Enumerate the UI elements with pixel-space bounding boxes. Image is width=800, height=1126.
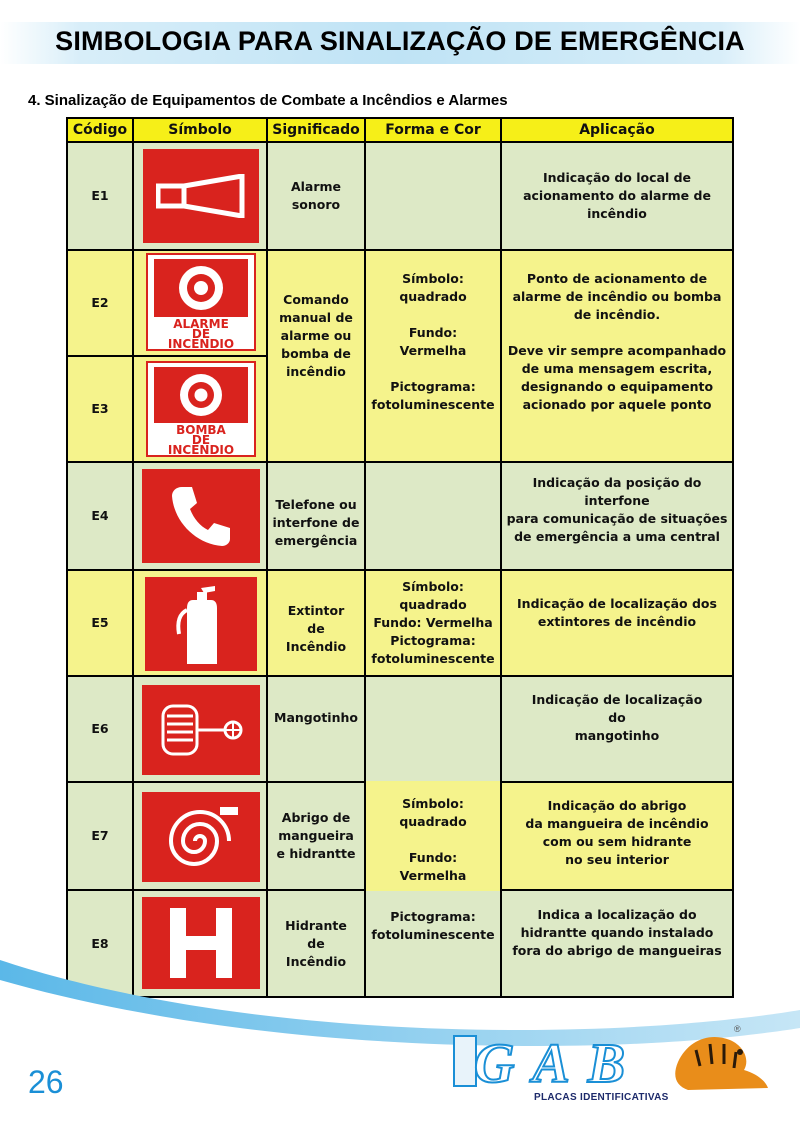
grid-line [68, 141, 732, 143]
grid-line [266, 119, 268, 996]
application-line: designando o equipamento [520, 379, 714, 394]
code-cell-e7: E7 [68, 783, 132, 889]
registered-mark: ® [734, 1024, 741, 1034]
section-heading: 4. Sinalização de Equipamentos de Combate a Incêndios e Alarmes [28, 92, 508, 109]
form-line: Símbolo: [402, 271, 464, 286]
meaning-line: Comando [283, 292, 349, 307]
meaning-line: bomba de [281, 346, 351, 361]
form-line: Pictograma: [390, 633, 476, 648]
hose-reel-icon [142, 685, 260, 775]
form-cell-e4 [366, 463, 500, 569]
application-line: Indicação do local de [542, 170, 692, 185]
telephone-icon [142, 469, 260, 563]
application-line: para comunicação de situações [506, 511, 728, 526]
meaning-line: e hidrantte [276, 846, 356, 861]
grid-line [68, 569, 732, 571]
application-line: com ou sem hidrante [542, 834, 692, 849]
form-line: Fundo: [408, 850, 458, 865]
application-cell-e1 [502, 143, 732, 249]
application-line: de emergência a uma central [514, 529, 720, 544]
form-line: quadrado [399, 597, 467, 612]
form-line: Vermelha [399, 868, 467, 883]
application-line: hidrantte quando instalado [520, 924, 714, 940]
application-line: de incêndio. [573, 307, 661, 322]
meaning-line: Incêndio [285, 639, 347, 654]
meaning-line: interfone de [272, 515, 360, 530]
application-line: fora do abrigo de mangueiras [512, 942, 722, 958]
grid-line [502, 889, 732, 891]
application-line: Deve vir sempre acompanhado [507, 343, 727, 358]
application-line: Indicação de localização [531, 692, 703, 707]
meaning-line: Telefone ou [275, 497, 357, 512]
pump-button-icon [146, 361, 256, 457]
signage-table [66, 117, 734, 998]
form-line: fotoluminescente [371, 651, 495, 666]
meaning-line: alarme ou [280, 328, 352, 343]
grid-line [68, 355, 266, 357]
meaning-cell-e7 [268, 783, 364, 889]
application-line: de uma mensagem escrita, [521, 361, 713, 376]
page-title: SIMBOLOGIA PARA SINALIZAÇÃO DE EMERGÊNCIA [55, 26, 745, 56]
meaning-cell-e4 [268, 463, 364, 569]
extinguisher-icon [145, 577, 257, 671]
application-line: alarme de incêndio ou bomba [512, 289, 722, 304]
meaning-line: emergência [274, 533, 358, 548]
meaning-line: Extintor [287, 603, 345, 618]
form-line: Fundo: [408, 325, 458, 340]
form-line: quadrado [399, 289, 467, 304]
meaning-line: sonoro [291, 197, 341, 212]
application-line: mangotinho [574, 728, 660, 743]
page-number: 26 [28, 1064, 64, 1100]
meaning-line: Alarme [290, 179, 342, 194]
code-cell-e6: E6 [68, 677, 132, 781]
grid-line [68, 889, 366, 891]
application-cell-e7 [502, 783, 732, 889]
application-cell-e5 [502, 571, 732, 675]
form-cell-e2-e3 [366, 251, 500, 461]
code-cell-e4: E4 [68, 463, 132, 569]
meaning-line: Abrigo de [281, 810, 351, 825]
application-cell-e6 [502, 677, 732, 781]
grid-line [132, 119, 134, 996]
application-line: acionado por aquele ponto [522, 397, 712, 412]
form-line: Símbolo: [402, 579, 464, 594]
meaning-line: manual de [279, 310, 353, 325]
header-significado: Significado [268, 119, 364, 141]
header-codigo: Código [68, 119, 132, 141]
application-cell-e2-e3 [502, 251, 732, 461]
header-simbolo: Símbolo [134, 119, 266, 141]
application-line: do [608, 710, 626, 725]
form-line: Pictograma: [390, 908, 476, 924]
application-line: Indicação de localização dos [517, 596, 717, 611]
meaning-cell-e2-e3 [268, 251, 364, 461]
application-cell-e4 [502, 463, 732, 569]
code-cell-e2: E2 [68, 251, 132, 355]
application-line: no seu interior [565, 852, 669, 867]
header-aplicacao: Aplicação [502, 119, 732, 141]
meaning-cell-e1 [268, 143, 364, 249]
grid-line [68, 249, 732, 251]
meaning-line: de [307, 935, 325, 951]
application-line: da mangueira de incêndio [525, 816, 709, 831]
form-cell-e7 [366, 783, 500, 889]
form-line: fotoluminescente [371, 397, 495, 412]
grid-line [500, 119, 502, 996]
application-line: extintores de incêndio [537, 614, 697, 629]
form-line: quadrado [399, 814, 467, 829]
meaning-line: Mangotinho [274, 710, 358, 725]
application-line: Indicação da posição do interfone [532, 475, 702, 508]
horn-icon [143, 149, 259, 243]
alarm-caption-3: INCÊNDIO [167, 337, 235, 351]
grid-line [364, 119, 366, 996]
form-line: Fundo: Vermelha [373, 615, 493, 630]
header-forma-cor: Forma e Cor [366, 119, 500, 141]
form-cell-e1 [366, 143, 500, 249]
application-line: acionamento do alarme de [523, 188, 711, 203]
alarm-caption-1: ALARME [173, 317, 229, 331]
gab-logo [448, 1022, 778, 1112]
application-line: incêndio [587, 206, 647, 221]
form-line: Vermelha [399, 343, 467, 358]
grid-line [502, 781, 732, 783]
meaning-line: Hidrante [285, 917, 347, 933]
grid-line [68, 781, 366, 783]
alarm-caption-2: DE [191, 327, 211, 341]
meaning-cell-e5 [268, 571, 364, 675]
code-cell-e3: E3 [68, 357, 132, 461]
application-line: Indicação do abrigo [547, 798, 687, 813]
code-cell-e8: E8 [68, 891, 132, 996]
form-cell-e6 [366, 677, 500, 781]
meaning-line: Incêndio [285, 953, 347, 969]
code-cell-e5: E5 [68, 571, 132, 675]
logo-word: GAB [474, 1033, 644, 1095]
grid-line [68, 461, 732, 463]
meaning-line: incêndio [286, 364, 346, 379]
pump-caption-3: INCÊNDIO [167, 443, 235, 457]
form-cell-e5 [366, 571, 500, 675]
form-line: fotoluminescente [371, 926, 495, 942]
pump-caption-2: DE [191, 433, 211, 447]
code-cell-e1: E1 [68, 143, 132, 249]
meaning-cell-e6 [268, 677, 364, 781]
meaning-line: de [307, 621, 325, 636]
application-line: Ponto de acionamento de [526, 271, 708, 286]
meaning-line: mangueira [278, 828, 354, 843]
application-line: Indica a localização do [537, 906, 697, 922]
pump-caption-1: BOMBA [176, 423, 226, 437]
form-line: Pictograma: [390, 379, 476, 394]
grid-line [68, 675, 732, 677]
logo-subtitle: PLACAS IDENTIFICATIVAS [534, 1092, 669, 1103]
form-line: Símbolo: [402, 796, 464, 811]
alarm-button-icon [146, 253, 256, 351]
hose-shelter-icon [142, 792, 260, 882]
